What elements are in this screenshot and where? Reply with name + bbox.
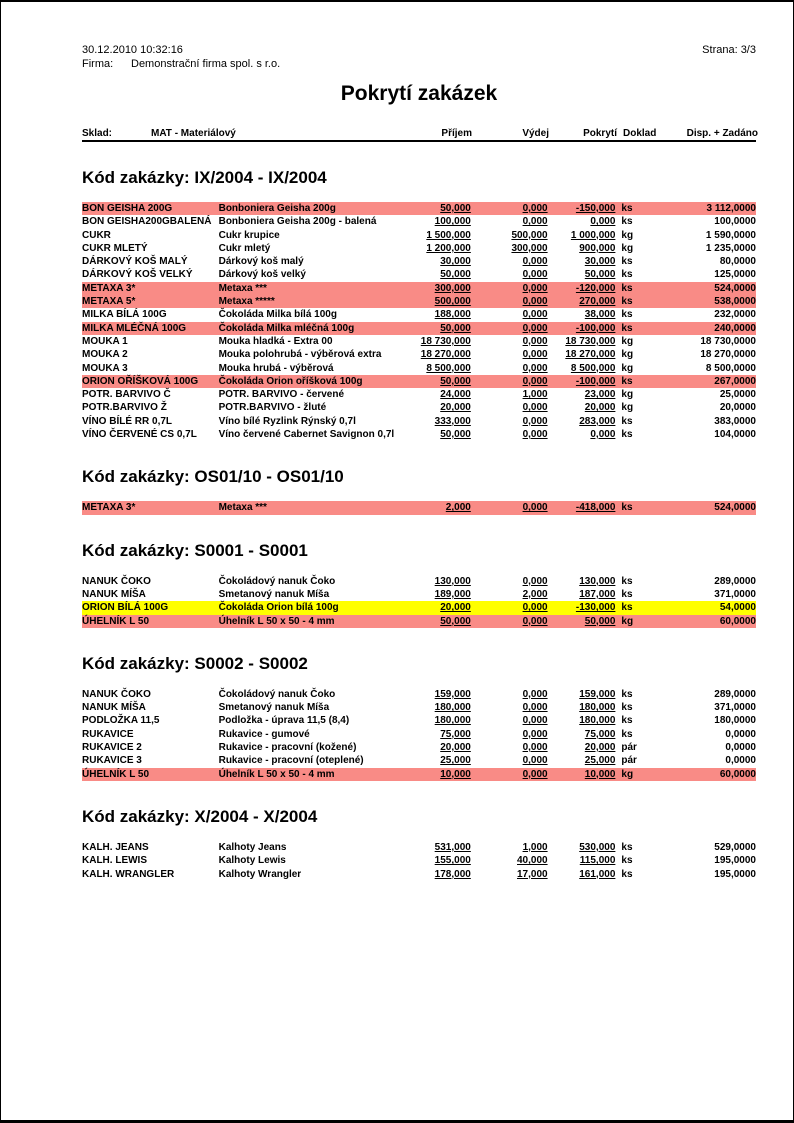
cell-disp-zadano: 195,0000 (714, 868, 756, 880)
cell-vydej: 0,000 (522, 602, 548, 614)
cell-vydej: 0,000 (522, 402, 548, 414)
cell-unit: ks (621, 502, 633, 514)
table-row (82, 868, 756, 881)
cell-pokryti: 23,000 (584, 389, 616, 401)
cell-disp-zadano: 0,0000 (725, 755, 756, 767)
cell-name: Čokoládový nanuk Čoko (218, 575, 336, 587)
cell-name: Kalhoty Wrangler (218, 868, 302, 880)
cell-prijem: 180,000 (434, 702, 471, 714)
cell-code: ORION BÍLÁ 100G (82, 602, 169, 614)
table-row (82, 401, 756, 414)
cell-unit: ks (621, 296, 633, 308)
cell-pokryti: 18 730,000 (565, 335, 616, 347)
cell-pokryti: 187,000 (579, 588, 616, 600)
cell-vydej: 0,000 (522, 502, 548, 514)
cell-disp-zadano: 1 235,0000 (705, 242, 756, 254)
cell-code: ORION OŘÍŠKOVÁ 100G (82, 375, 199, 387)
cell-code: MOUKA 1 (82, 335, 128, 347)
table-row (82, 362, 756, 375)
cell-disp-zadano: 289,0000 (714, 688, 756, 700)
cell-code: DÁRKOVÝ KOŠ MALÝ (82, 256, 188, 268)
cell-code: PODLOŽKA 11,5 (82, 715, 160, 727)
cell-prijem: 1 500,000 (426, 229, 471, 241)
cell-code: DÁRKOVÝ KOŠ VELKÝ (82, 269, 193, 281)
order-section (82, 541, 756, 628)
firma-line (82, 58, 280, 71)
table-row (82, 415, 756, 428)
cell-code: ÚHELNÍK L 50 (82, 768, 150, 780)
cell-pokryti: 0,000 (590, 429, 616, 441)
cell-prijem: 20,000 (440, 742, 471, 754)
table-row (82, 242, 756, 255)
cell-prijem: 25,000 (440, 755, 471, 767)
table-column-header (82, 127, 756, 142)
cell-unit: ks (621, 322, 633, 334)
section-title: Kód zakázky: S0002 - S0002 (82, 653, 308, 673)
cell-prijem: 50,000 (440, 375, 471, 387)
cell-code: POTR.BARVIVO Ž (82, 402, 167, 414)
report-meta (82, 44, 756, 71)
cell-prijem: 100,000 (434, 216, 471, 228)
firma-label: Firma: (82, 58, 114, 70)
cell-name: Dárkový koš velký (218, 269, 306, 281)
cell-name: Čokoláda Orion bílá 100g (218, 602, 339, 614)
cell-pokryti: -100,000 (575, 322, 616, 334)
cell-code: POTR. BARVIVO Č (82, 389, 171, 401)
cell-unit: kg (621, 402, 634, 414)
cell-vydej: 300,000 (511, 242, 548, 254)
table-row (82, 295, 756, 308)
cell-prijem: 18 730,000 (420, 335, 471, 347)
cell-code: METAXA 3* (82, 502, 136, 514)
table-row (82, 268, 756, 281)
cell-unit: kg (621, 242, 634, 254)
cell-vydej: 0,000 (522, 282, 548, 294)
cell-code: RUKAVICE (82, 728, 134, 740)
cell-prijem: 333,000 (434, 415, 471, 427)
cell-code: RUKAVICE 3 (82, 755, 142, 767)
cell-prijem: 50,000 (440, 429, 471, 441)
cell-unit: ks (621, 375, 633, 387)
cell-prijem: 18 270,000 (420, 349, 471, 361)
cell-vydej: 0,000 (522, 702, 548, 714)
cell-name: Kalhoty Lewis (218, 855, 286, 867)
section-title: Kód zakázky: IX/2004 - IX/2004 (82, 168, 327, 187)
cell-prijem: 50,000 (440, 615, 471, 627)
cell-unit: kg (621, 389, 634, 401)
cell-name: Cukr krupice (218, 229, 280, 241)
cell-prijem: 130,000 (434, 575, 471, 587)
cell-code: METAXA 3* (82, 282, 136, 294)
cell-unit: ks (621, 841, 633, 853)
cell-disp-zadano: 524,0000 (714, 282, 756, 294)
column-sklad-value: MAT - Materiálový (151, 128, 236, 139)
cell-pokryti: 20,000 (584, 402, 616, 414)
cell-name: Smetanový nanuk Míša (218, 702, 330, 714)
cell-name: Kalhoty Jeans (218, 841, 287, 853)
cell-disp-zadano: 289,0000 (714, 575, 756, 587)
cell-pokryti: 530,000 (579, 841, 616, 853)
cell-pokryti: 180,000 (579, 702, 616, 714)
cell-vydej: 0,000 (522, 415, 548, 427)
cell-unit: kg (621, 362, 634, 374)
cell-disp-zadano: 18 730,0000 (700, 335, 756, 347)
cell-vydej: 0,000 (522, 349, 548, 361)
cell-disp-zadano: 60,0000 (719, 615, 756, 627)
cell-disp-zadano: 18 270,0000 (700, 349, 756, 361)
report-content (1, 2, 793, 881)
cell-prijem: 30,000 (440, 256, 471, 268)
cell-name: Čokoláda Milka mléčná 100g (218, 322, 355, 334)
cell-disp-zadano: 240,0000 (714, 322, 756, 334)
cell-unit: ks (621, 282, 633, 294)
cell-pokryti: -130,000 (575, 602, 616, 614)
section-title: Kód zakázky: X/2004 - X/2004 (82, 806, 318, 826)
table-row (82, 841, 756, 854)
cell-code: VÍNO BÍLÉ RR 0,7L (82, 415, 173, 427)
cell-prijem: 531,000 (434, 841, 471, 853)
order-section (82, 467, 756, 514)
cell-unit: ks (621, 588, 633, 600)
cell-pokryti: 38,000 (584, 309, 616, 321)
table-row (82, 501, 756, 514)
cell-pokryti: -418,000 (575, 502, 616, 514)
cell-unit: ks (621, 575, 633, 587)
cell-name: Mouka hladká - Extra 00 (218, 335, 333, 347)
page-number: Strana: 3/3 (702, 44, 756, 56)
cell-disp-zadano: 0,0000 (725, 728, 756, 740)
cell-code: BON GEISHA200GBALENÁ (82, 216, 212, 228)
cell-disp-zadano: 125,0000 (714, 269, 756, 281)
column-prijem: Příjem (441, 128, 472, 139)
cell-vydej: 0,000 (522, 216, 548, 228)
cell-pokryti: 115,000 (579, 855, 616, 867)
cell-pokryti: -150,000 (575, 203, 616, 214)
cell-vydej: 0,000 (522, 715, 548, 727)
report-datetime: 30.12.2010 10:32:16 (82, 44, 183, 56)
cell-prijem: 20,000 (440, 602, 471, 614)
cell-prijem: 500,000 (434, 296, 471, 308)
cell-prijem: 50,000 (440, 322, 471, 334)
cell-vydej: 0,000 (522, 768, 548, 780)
section-title: Kód zakázky: OS01/10 - OS01/10 (82, 467, 344, 487)
cell-vydej: 0,000 (522, 429, 548, 441)
cell-unit: ks (621, 203, 633, 214)
cell-name: Víno červené Cabernet Savignon 0,7l (218, 429, 395, 441)
cell-unit: ks (621, 868, 633, 880)
table-row (82, 754, 756, 767)
table-row (82, 335, 756, 348)
column-doklad: Doklad (623, 128, 657, 139)
cell-disp-zadano: 3 112,0000 (706, 203, 756, 214)
cell-prijem: 180,000 (434, 715, 471, 727)
table-row (82, 215, 756, 228)
cell-pokryti: 159,000 (579, 688, 616, 700)
cell-prijem: 178,000 (434, 868, 471, 880)
section-rows (82, 688, 756, 781)
order-section (82, 807, 756, 881)
cell-disp-zadano: 529,0000 (714, 841, 756, 853)
column-pokryti: Pokrytí (583, 128, 617, 139)
cell-pokryti: -120,000 (575, 282, 616, 294)
table-row (82, 615, 756, 628)
cell-unit: ks (621, 309, 633, 321)
cell-code: VÍNO ČERVENÉ CS 0,7L (82, 429, 197, 441)
cell-disp-zadano: 60,0000 (719, 768, 756, 780)
column-vydej: Výdej (522, 128, 549, 139)
cell-vydej: 40,000 (517, 855, 548, 867)
cell-vydej: 0,000 (522, 755, 548, 767)
cell-name: Mouka polohrubá - výběrová extra (218, 349, 382, 361)
cell-disp-zadano: 25,0000 (719, 389, 756, 401)
cell-prijem: 50,000 (440, 269, 471, 281)
cell-code: ÚHELNÍK L 50 (82, 615, 150, 627)
table-row (82, 255, 756, 268)
cell-name: Čokoláda Milka bílá 100g (218, 309, 337, 321)
cell-pokryti: 161,000 (579, 868, 616, 880)
cell-code: NANUK ČOKO (82, 575, 151, 587)
cell-vydej: 0,000 (522, 575, 548, 587)
cell-name: Čokoláda Orion oříšková 100g (218, 375, 363, 387)
table-row (82, 768, 756, 781)
cell-vydej: 0,000 (522, 322, 548, 334)
cell-prijem: 189,000 (434, 588, 471, 600)
cell-vydej: 0,000 (522, 728, 548, 740)
cell-disp-zadano: 20,0000 (719, 402, 756, 414)
cell-pokryti: 0,000 (590, 216, 616, 228)
cell-code: CUKR (82, 229, 111, 241)
cell-pokryti: 130,000 (579, 575, 616, 587)
cell-pokryti: 20,000 (584, 742, 616, 754)
table-row (82, 601, 756, 614)
table-row (82, 714, 756, 727)
order-section (82, 168, 756, 441)
cell-name: POTR. BARVIVO - červené (218, 389, 345, 401)
cell-pokryti: 180,000 (579, 715, 616, 727)
cell-vydej: 0,000 (522, 362, 548, 374)
table-row (82, 588, 756, 601)
cell-disp-zadano: 104,0000 (714, 429, 756, 441)
cell-disp-zadano: 232,0000 (714, 309, 756, 321)
section-rows (82, 501, 756, 514)
cell-pokryti: 283,000 (579, 415, 616, 427)
cell-disp-zadano: 100,0000 (714, 216, 756, 228)
table-row (82, 322, 756, 335)
cell-pokryti: 18 270,000 (565, 349, 616, 361)
cell-prijem: 155,000 (434, 855, 471, 867)
cell-code: MILKA MLÉČNÁ 100G (82, 322, 187, 334)
cell-vydej: 0,000 (522, 296, 548, 308)
cell-disp-zadano: 195,0000 (714, 855, 756, 867)
cell-pokryti: 270,000 (579, 296, 616, 308)
cell-name: Bonboniera Geisha 200g (218, 203, 336, 214)
table-row (82, 282, 756, 295)
cell-name: Metaxa *** (218, 502, 267, 514)
cell-disp-zadano: 1 590,0000 (705, 229, 756, 241)
table-row (82, 348, 756, 361)
cell-prijem: 2,000 (445, 502, 471, 514)
cell-vydej: 0,000 (522, 742, 548, 754)
cell-pokryti: -100,000 (575, 375, 616, 387)
cell-disp-zadano: 0,0000 (725, 742, 756, 754)
table-row (82, 388, 756, 401)
cell-pokryti: 1 000,000 (570, 229, 616, 241)
cell-unit: kg (621, 335, 634, 347)
order-section (82, 654, 756, 781)
cell-name: Podložka - úprava 11,5 (8,4) (218, 715, 350, 727)
cell-disp-zadano: 538,0000 (714, 296, 756, 308)
table-row (82, 375, 756, 388)
cell-unit: ks (621, 216, 633, 228)
report-meta-left (82, 44, 280, 71)
cell-prijem: 300,000 (434, 282, 471, 294)
cell-disp-zadano: 383,0000 (714, 415, 756, 427)
cell-pokryti: 50,000 (584, 615, 616, 627)
cell-code: KALH. JEANS (82, 841, 149, 853)
cell-vydej: 0,000 (522, 203, 548, 214)
cell-unit: ks (621, 415, 633, 427)
cell-vydej: 0,000 (522, 335, 548, 347)
firma-value: Demonstrační firma spol. s r.o. (131, 58, 281, 70)
cell-prijem: 1 200,000 (426, 242, 471, 254)
cell-code: MOUKA 3 (82, 362, 128, 374)
cell-vydej: 0,000 (522, 375, 548, 387)
cell-unit: ks (621, 855, 633, 867)
cell-prijem: 50,000 (440, 203, 471, 214)
cell-code: NANUK MÍŠA (82, 702, 146, 714)
cell-prijem: 20,000 (440, 402, 471, 414)
table-row (82, 688, 756, 701)
cell-pokryti: 25,000 (584, 755, 616, 767)
cell-prijem: 159,000 (434, 688, 471, 700)
cell-code: CUKR MLETÝ (82, 242, 148, 254)
table-row (82, 854, 756, 867)
cell-vydej: 0,000 (522, 309, 548, 321)
cell-vydej: 0,000 (522, 615, 548, 627)
cell-prijem: 24,000 (440, 389, 471, 401)
cell-pokryti: 75,000 (584, 728, 616, 740)
column-disp-zadano: Disp. + Zadáno (686, 128, 758, 139)
cell-pokryti: 8 500,000 (570, 362, 616, 374)
section-rows (82, 202, 756, 441)
cell-disp-zadano: 80,0000 (719, 256, 756, 268)
table-row (82, 308, 756, 321)
cell-name: Bonboniera Geisha 200g - balená (218, 216, 377, 228)
cell-vydej: 17,000 (517, 868, 548, 880)
cell-pokryti: 50,000 (584, 269, 616, 281)
table-row (82, 741, 756, 754)
cell-code: RUKAVICE 2 (82, 742, 142, 754)
cell-vydej: 0,000 (522, 688, 548, 700)
cell-name: Rukavice - gumové (218, 728, 310, 740)
cell-unit: ks (621, 702, 633, 714)
cell-unit: ks (621, 269, 633, 281)
cell-pokryti: 900,000 (579, 242, 616, 254)
cell-code: MILKA BÍLÁ 100G (82, 309, 167, 321)
cell-unit: ks (621, 429, 633, 441)
section-rows (82, 841, 756, 881)
cell-disp-zadano: 8 500,0000 (705, 362, 756, 374)
section-rows (82, 575, 756, 628)
column-sklad-label: Sklad: (82, 128, 113, 139)
cell-disp-zadano: 524,0000 (714, 502, 756, 514)
cell-unit: ks (621, 715, 633, 727)
cell-unit: ks (621, 256, 633, 268)
cell-pokryti: 30,000 (584, 256, 616, 268)
cell-code: KALH. LEWIS (82, 855, 147, 867)
cell-code: NANUK MÍŠA (82, 588, 146, 600)
cell-name: Mouka hrubá - výběrová (218, 362, 334, 374)
cell-vydej: 2,000 (522, 588, 548, 600)
cell-disp-zadano: 54,0000 (719, 602, 756, 614)
cell-vydej: 0,000 (522, 269, 548, 281)
cell-disp-zadano: 267,0000 (714, 375, 756, 387)
table-row (82, 575, 756, 588)
cell-name: Cukr mletý (218, 242, 271, 254)
cell-unit: ks (621, 688, 633, 700)
cell-name: Úhelník L 50 x 50 - 4 mm (218, 615, 335, 627)
cell-disp-zadano: 180,0000 (714, 715, 756, 727)
cell-name: POTR.BARVIVO - žluté (218, 402, 327, 414)
cell-vydej: 1,000 (522, 389, 548, 401)
cell-name: Rukavice - pracovní (kožené) (218, 742, 357, 754)
cell-code: KALH. WRANGLER (82, 868, 175, 880)
cell-name: Dárkový koš malý (218, 256, 304, 268)
cell-unit: ks (621, 728, 633, 740)
cell-code: NANUK ČOKO (82, 688, 151, 700)
cell-unit: kg (621, 229, 634, 241)
cell-prijem: 188,000 (434, 309, 471, 321)
table-row (82, 728, 756, 741)
cell-unit: pár (621, 742, 637, 754)
cell-code: BON GEISHA 200G (82, 203, 173, 214)
cell-disp-zadano: 371,0000 (714, 702, 756, 714)
cell-name: Metaxa ***** (218, 296, 275, 308)
cell-name: Smetanový nanuk Míša (218, 588, 330, 600)
cell-prijem: 10,000 (440, 768, 471, 780)
cell-name: Metaxa *** (218, 282, 267, 294)
cell-name: Víno bílé Ryzlink Rýnský 0,7l (218, 415, 356, 427)
cell-prijem: 75,000 (440, 728, 471, 740)
cell-unit: pár (621, 755, 637, 767)
cell-name: Čokoládový nanuk Čoko (218, 688, 336, 700)
cell-unit: kg (621, 349, 634, 361)
cell-pokryti: 10,000 (584, 768, 616, 780)
table-row (82, 229, 756, 242)
cell-unit: kg (621, 615, 634, 627)
section-title: Kód zakázky: S0001 - S0001 (82, 540, 308, 560)
report-title: Pokrytí zakázek (340, 82, 498, 105)
cell-prijem: 8 500,000 (426, 362, 471, 374)
sections (82, 168, 756, 881)
cell-name: Úhelník L 50 x 50 - 4 mm (218, 768, 335, 780)
table-row (82, 428, 756, 441)
cell-unit: kg (621, 768, 634, 780)
cell-name: Rukavice - pracovní (oteplené) (218, 755, 364, 767)
cell-code: MOUKA 2 (82, 349, 128, 361)
cell-vydej: 500,000 (511, 229, 548, 241)
cell-vydej: 0,000 (522, 256, 548, 268)
cell-disp-zadano: 371,0000 (714, 588, 756, 600)
table-row (82, 701, 756, 714)
table-row (82, 202, 756, 215)
cell-vydej: 1,000 (522, 841, 548, 853)
cell-code: METAXA 5* (82, 296, 136, 308)
cell-unit: ks (621, 602, 633, 614)
